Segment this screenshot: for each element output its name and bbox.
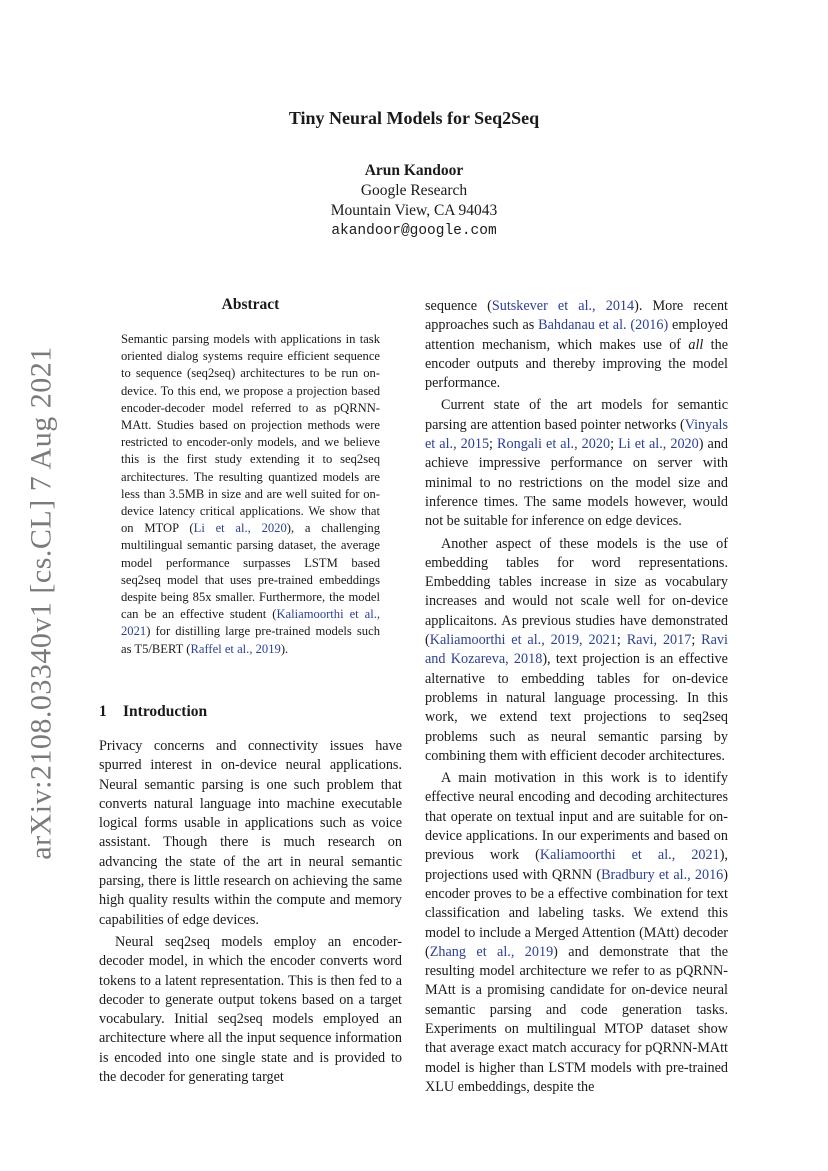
text-run: ), projections used with QRNN (	[425, 847, 728, 883]
text-run: ) encoder proves to be a effective combination for text classification and labeling tasks. We extend this model to include a Merged Attention (MAtt) decoder (	[425, 866, 728, 960]
text-run: sequence (	[425, 298, 492, 314]
intro-paragraph-1: Privacy concerns and connectivity issues have spurred interest in on-device neural applications. Neural semantic parsing is one such problem that converts natural language into machine executable logical forms usable in applications such as voice assistant. Though there is much research on advancing the state of the art in neural semantic parsing, there is little research on achieving the same high quality results within the compute and memory capabilities of edge devices.	[99, 738, 402, 928]
citation-link[interactable]: Li et al., 2020	[618, 436, 699, 453]
text-run: employed attention mechanism, which makes use of	[425, 317, 728, 353]
arxiv-identifier	[18, 346, 66, 860]
citation-link[interactable]: Bradbury et al., 2016	[601, 866, 724, 883]
citation-link[interactable]: Raffel et al., 2019	[190, 641, 281, 656]
right-paragraph-1	[425, 297, 728, 393]
author-name: Arun Kandoor	[364, 162, 464, 179]
paper-title: Tiny Neural Models for Seq2Seq	[288, 108, 540, 128]
citation-link[interactable]: Kaliamoorthi et al., 2021	[121, 607, 380, 639]
section-heading-introduction	[99, 703, 402, 721]
intro-paragraph-2: Neural seq2seq models employ an encoder-decoder model, in which the encoder converts word tokens to a latent representation. This is then fed to a decoder to generate output tokens based on a target vocabulary. Initial seq2seq models employed an architecture where all the input sequence information is encoded into one single state and is provided to the decoder for generating target	[99, 933, 402, 1086]
citation-link[interactable]: Zhang et al., 2019	[429, 943, 554, 960]
right-paragraph-4	[425, 769, 728, 1097]
citation-link[interactable]: Ravi, 2017	[626, 632, 692, 649]
abstract-text-part: ), a challenging multilingual semantic parsing dataset, the average model performance surpasses LSTM based seq2seq model that uses pre-trained embeddings despite being 85x smaller. Furthermore, the model can be an effective student (	[121, 521, 380, 622]
citation-link[interactable]: Kaliamoorthi et al., 2021	[539, 847, 720, 864]
text-run: ) and achieve impressive performance on server with minimal to no restrictions on the model size and inference times. The same models however, would not be suitable for inference on edge devices.	[425, 436, 729, 530]
text-run: ;	[489, 436, 498, 453]
citation-link[interactable]: Rongali et al., 2020	[497, 436, 611, 453]
text-run: ;	[610, 436, 619, 453]
text-run: ) and demonstrate that the resulting model architecture we refer to as pQRNN-MAtt is a promising candidate for on-device neural semantic parsing and code generation tasks. Experiments on multilingual MTOP dataset show that average exact match accuracy for pQRNN-MAtt model is higher than LSTM models with pre-trained XLU embeddings, despite the	[425, 943, 728, 1095]
text-run: ), text projection is an effective alternative to embedding tables for on-device problems in natural language processing. In this work, we extend text projections to seq2seq problems such as neural semantic parsing by combining them with efficient decoder architectures.	[425, 651, 728, 764]
citation-link[interactable]: Li et al., 2020	[193, 521, 287, 536]
citation-link[interactable]: Sutskever et al., 2014	[491, 298, 635, 314]
citation-link[interactable]: Bahdanau et al. (2016)	[538, 317, 669, 334]
abstract-text-part: ).	[280, 641, 289, 656]
section-number: 1	[99, 703, 107, 720]
author-block	[0, 161, 828, 241]
author-affiliation: Google Research	[360, 182, 468, 199]
citation-link[interactable]: Kaliamoorthi et al., 2019, 2021	[429, 632, 617, 649]
text-run: the encoder outputs and thereby improving the model performance.	[425, 336, 728, 392]
abstract-text	[121, 331, 380, 658]
text-run: ;	[691, 632, 702, 649]
citation-link[interactable]: Vinyals et al., 2015	[425, 416, 728, 453]
emphasis-text: all	[688, 336, 704, 353]
abstract-heading: Abstract	[221, 296, 280, 313]
left-column-body	[99, 737, 402, 1090]
text-run: Current state of the art models for semantic parsing are attention based pointer networks (	[425, 397, 728, 433]
abstract-text-part: Semantic parsing models with applications in task oriented dialog systems require efficient sequence to sequence (seq2seq) architectures to be run on-device. To this end, we propose a projection based encoder-decoder model referred to as pQRNN-MAtt. Studies based on projection methods were restricted to encoder-only models, and we believe this is the first study extending it to seq2seq architectures. The resulting quantized models are less than 3.5MB in size and are well suited for on-device latency critical applications. We show that on MTOP (	[121, 332, 380, 536]
text-run: A main motivation in this work is to identify effective neural encoding and decoding architectures that operate on textual input and are suitable for on-device applications. In our experiments and based on previous work (	[425, 770, 728, 864]
text-run: Another aspect of these models is the use of embedding tables for word representations. Embedding tables increase in size as vocabulary increases and would not scale well for on-device applicaitons. As previous studies have demonstrated (	[425, 535, 728, 649]
abstract-text-part: ) for distilling large pre-trained models such as T5/BERT (	[121, 624, 380, 656]
section-title: Introduction	[123, 703, 208, 720]
text-run: ). More recent approaches such as	[425, 298, 729, 334]
right-column-body	[425, 297, 728, 1100]
author-location: Mountain View, CA 94043	[330, 202, 498, 219]
text-run: ;	[616, 632, 627, 649]
right-paragraph-2	[425, 396, 728, 531]
right-paragraph-3	[425, 535, 728, 767]
arxiv-identifier-text: arXiv:2108.03340v1 [cs.CL] 7 Aug 2021	[25, 346, 58, 860]
author-email: akandoor@google.com	[331, 223, 497, 239]
citation-link[interactable]: Ravi and Kozareva, 2018	[425, 632, 728, 668]
